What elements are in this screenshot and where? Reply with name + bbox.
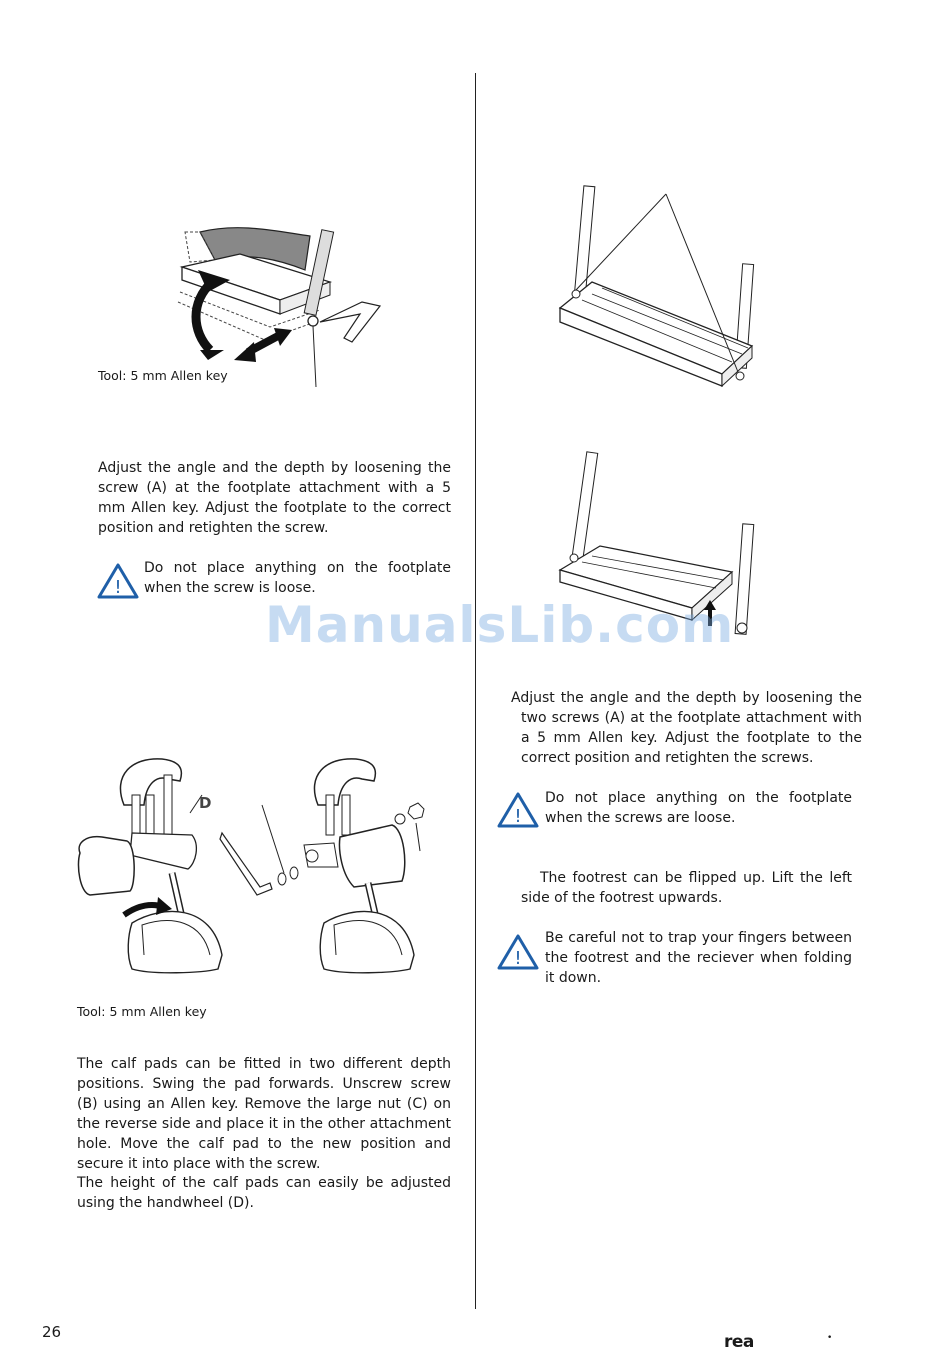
calf-pad-text-2: The height of the calf pads can easily be adjusted using the handwheel (D). bbox=[77, 1175, 451, 1211]
footplate-adjust-text: Adjust the angle and the depth by loosening the screw (A) at the footplate attachment with a 5 mm Allen key. Adjust the footplate to the correct position and retighten the screw. bbox=[98, 460, 451, 536]
right-footplate-text: Adjust the angle and the depth by loosening the two screws (A) at the footplate attachment with a 5 mm Allen key. Adjust the footplate to the correct position and retighten the screws. bbox=[511, 690, 862, 766]
footplate-screws-illustration bbox=[552, 182, 762, 402]
calf-pad-text-1: The calf pads can be fitted in two different depth positions. Swing the pad forwards. Unscrew screw (B) using an Allen key. Remove the large nut (C) on the reverse side and place it in the other attachment hole. Move the calf pad to the new position and secure it into place with the screw. bbox=[77, 1056, 451, 1172]
watermark: ManualsLib.com bbox=[265, 596, 735, 654]
calf-tool-caption: Tool: 5 mm Allen key bbox=[77, 1004, 207, 1019]
footplate-tool-caption: Tool: 5 mm Allen key bbox=[98, 368, 228, 383]
footrest-flip-warning-text: Be careful not to trap your fingers between the footrest and the reciever when folding it down. bbox=[545, 930, 852, 986]
page-number: 26 bbox=[42, 1323, 62, 1341]
svg-text:!: ! bbox=[514, 948, 522, 969]
right-footplate-warning-text: Do not place anything on the footplate when the screws are loose. bbox=[545, 790, 852, 826]
calf-pad-illustration bbox=[72, 755, 447, 985]
warning-triangle-icon bbox=[497, 791, 539, 829]
brand-logo: rea bbox=[724, 1332, 754, 1352]
footplate-warning-text: Do not place anything on the footplate when the screw is loose. bbox=[144, 560, 451, 596]
brand-mark: • bbox=[827, 1333, 833, 1343]
warning-triangle-icon bbox=[497, 933, 539, 971]
svg-text:!: ! bbox=[114, 577, 122, 598]
calf-label-d: D bbox=[199, 794, 212, 812]
svg-text:!: ! bbox=[514, 806, 522, 827]
column-divider bbox=[475, 73, 476, 1309]
warning-triangle-icon bbox=[97, 562, 139, 600]
footrest-flip-text: The footrest can be flipped up. Lift the left side of the footrest upwards. bbox=[521, 870, 852, 906]
footplate-angle-illustration bbox=[170, 222, 390, 392]
